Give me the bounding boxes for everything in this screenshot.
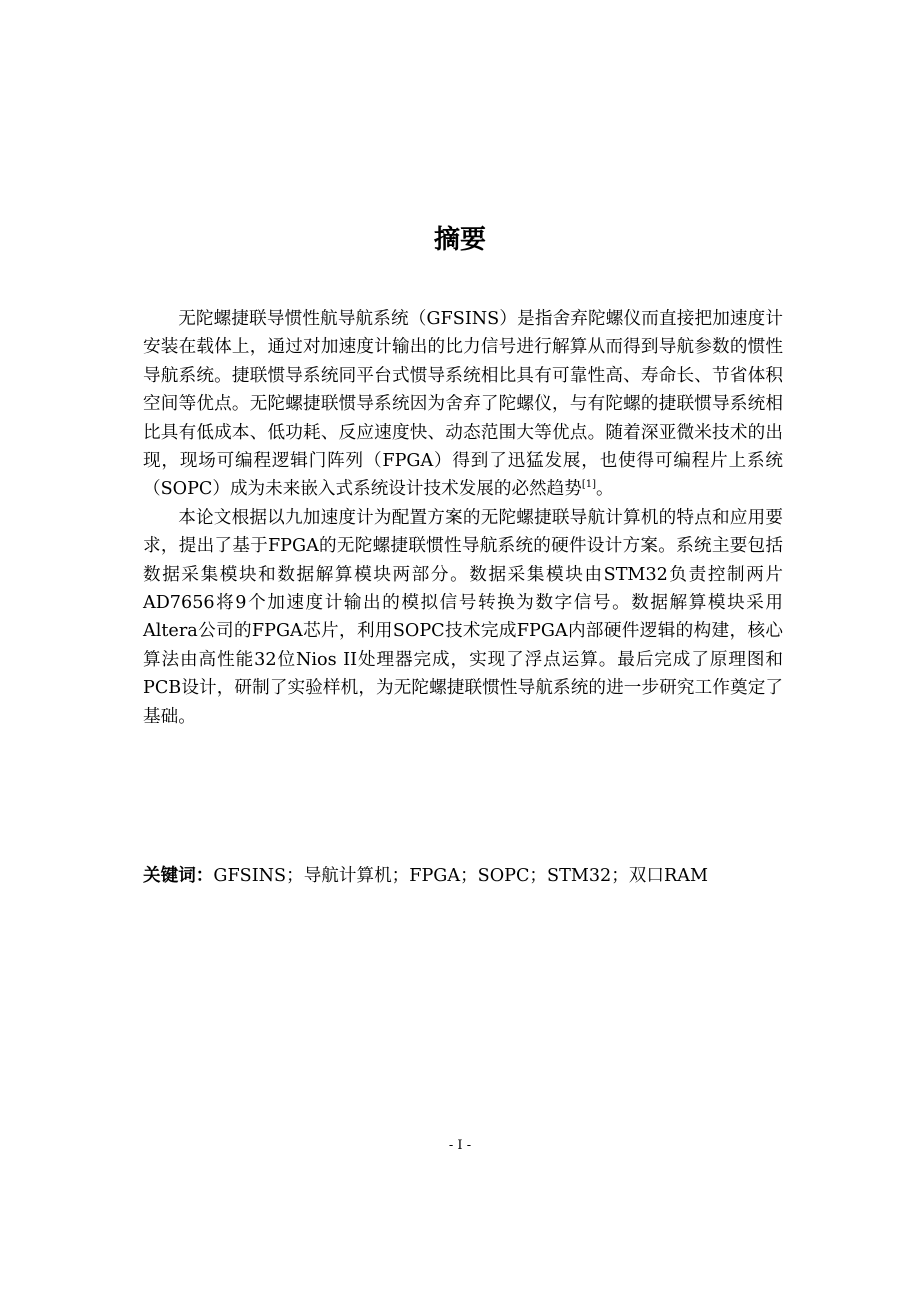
page-title: 摘要 [433,225,486,255]
abstract-paragraph-1 [143,305,783,504]
citation-reference[interactable]: [1] [581,479,597,491]
paragraph-text: 无陀螺捷联导惯性航导航系统（GFSINS）是指舍弃陀螺仪而直接把加速度计安装在载体上，通过对加速度计输出的比力信号进行解算从而得到导航参数的惯性导航系统。捷联惯导系统同平台式惯导系统相比具有可靠性高、寿命长、节省体积空间等优点。无陀螺捷联惯导系统因为舍弃了陀螺仪，与有陀螺的捷联惯导系统相比具有低成本、低功耗、反应速度快、动态范围大等优点。随着深亚微米技术的出现，现场可编程逻辑门阵列（FPGA）得到了迅猛发展，也使得可编程片上系统（SOPC）成为未来嵌入式系统设计技术发展的必然趋势 [143,309,783,500]
paragraph-text: 本论文根据以九加速度计为配置方案的无陀螺捷联导航计算机的特点和应用要求，提出了基于FPGA的无陀螺捷联惯性导航系统的硬件设计方案。系统主要包括数据采集模块和数据解算模块两部分。数据采集模块由STM32负责控制两片AD7656将9个加速度计输出的模拟信号转换为数字信号。数据解算模块采用Altera公司的FPGA芯片，利用SOPC技术完成FPGA内部硬件逻辑的构建，核心算法由高性能32位Nios II处理器完成，实现了浮点运算。最后完成了原理图和PCB设计，研制了实验样机，为无陀螺捷联惯性导航系统的进一步研究工作奠定了基础。 [143,507,783,727]
keywords-label: 关键词： [143,866,214,886]
page-number: - I - [448,1138,472,1153]
abstract-body [143,305,783,731]
keywords-value: GFSINS；导航计算机；FPGA；SOPC；STM32；双口RAM [213,866,708,886]
paragraph-tail: 。 [596,479,614,500]
keywords-line [143,862,783,890]
abstract-paragraph-2 [143,504,783,731]
